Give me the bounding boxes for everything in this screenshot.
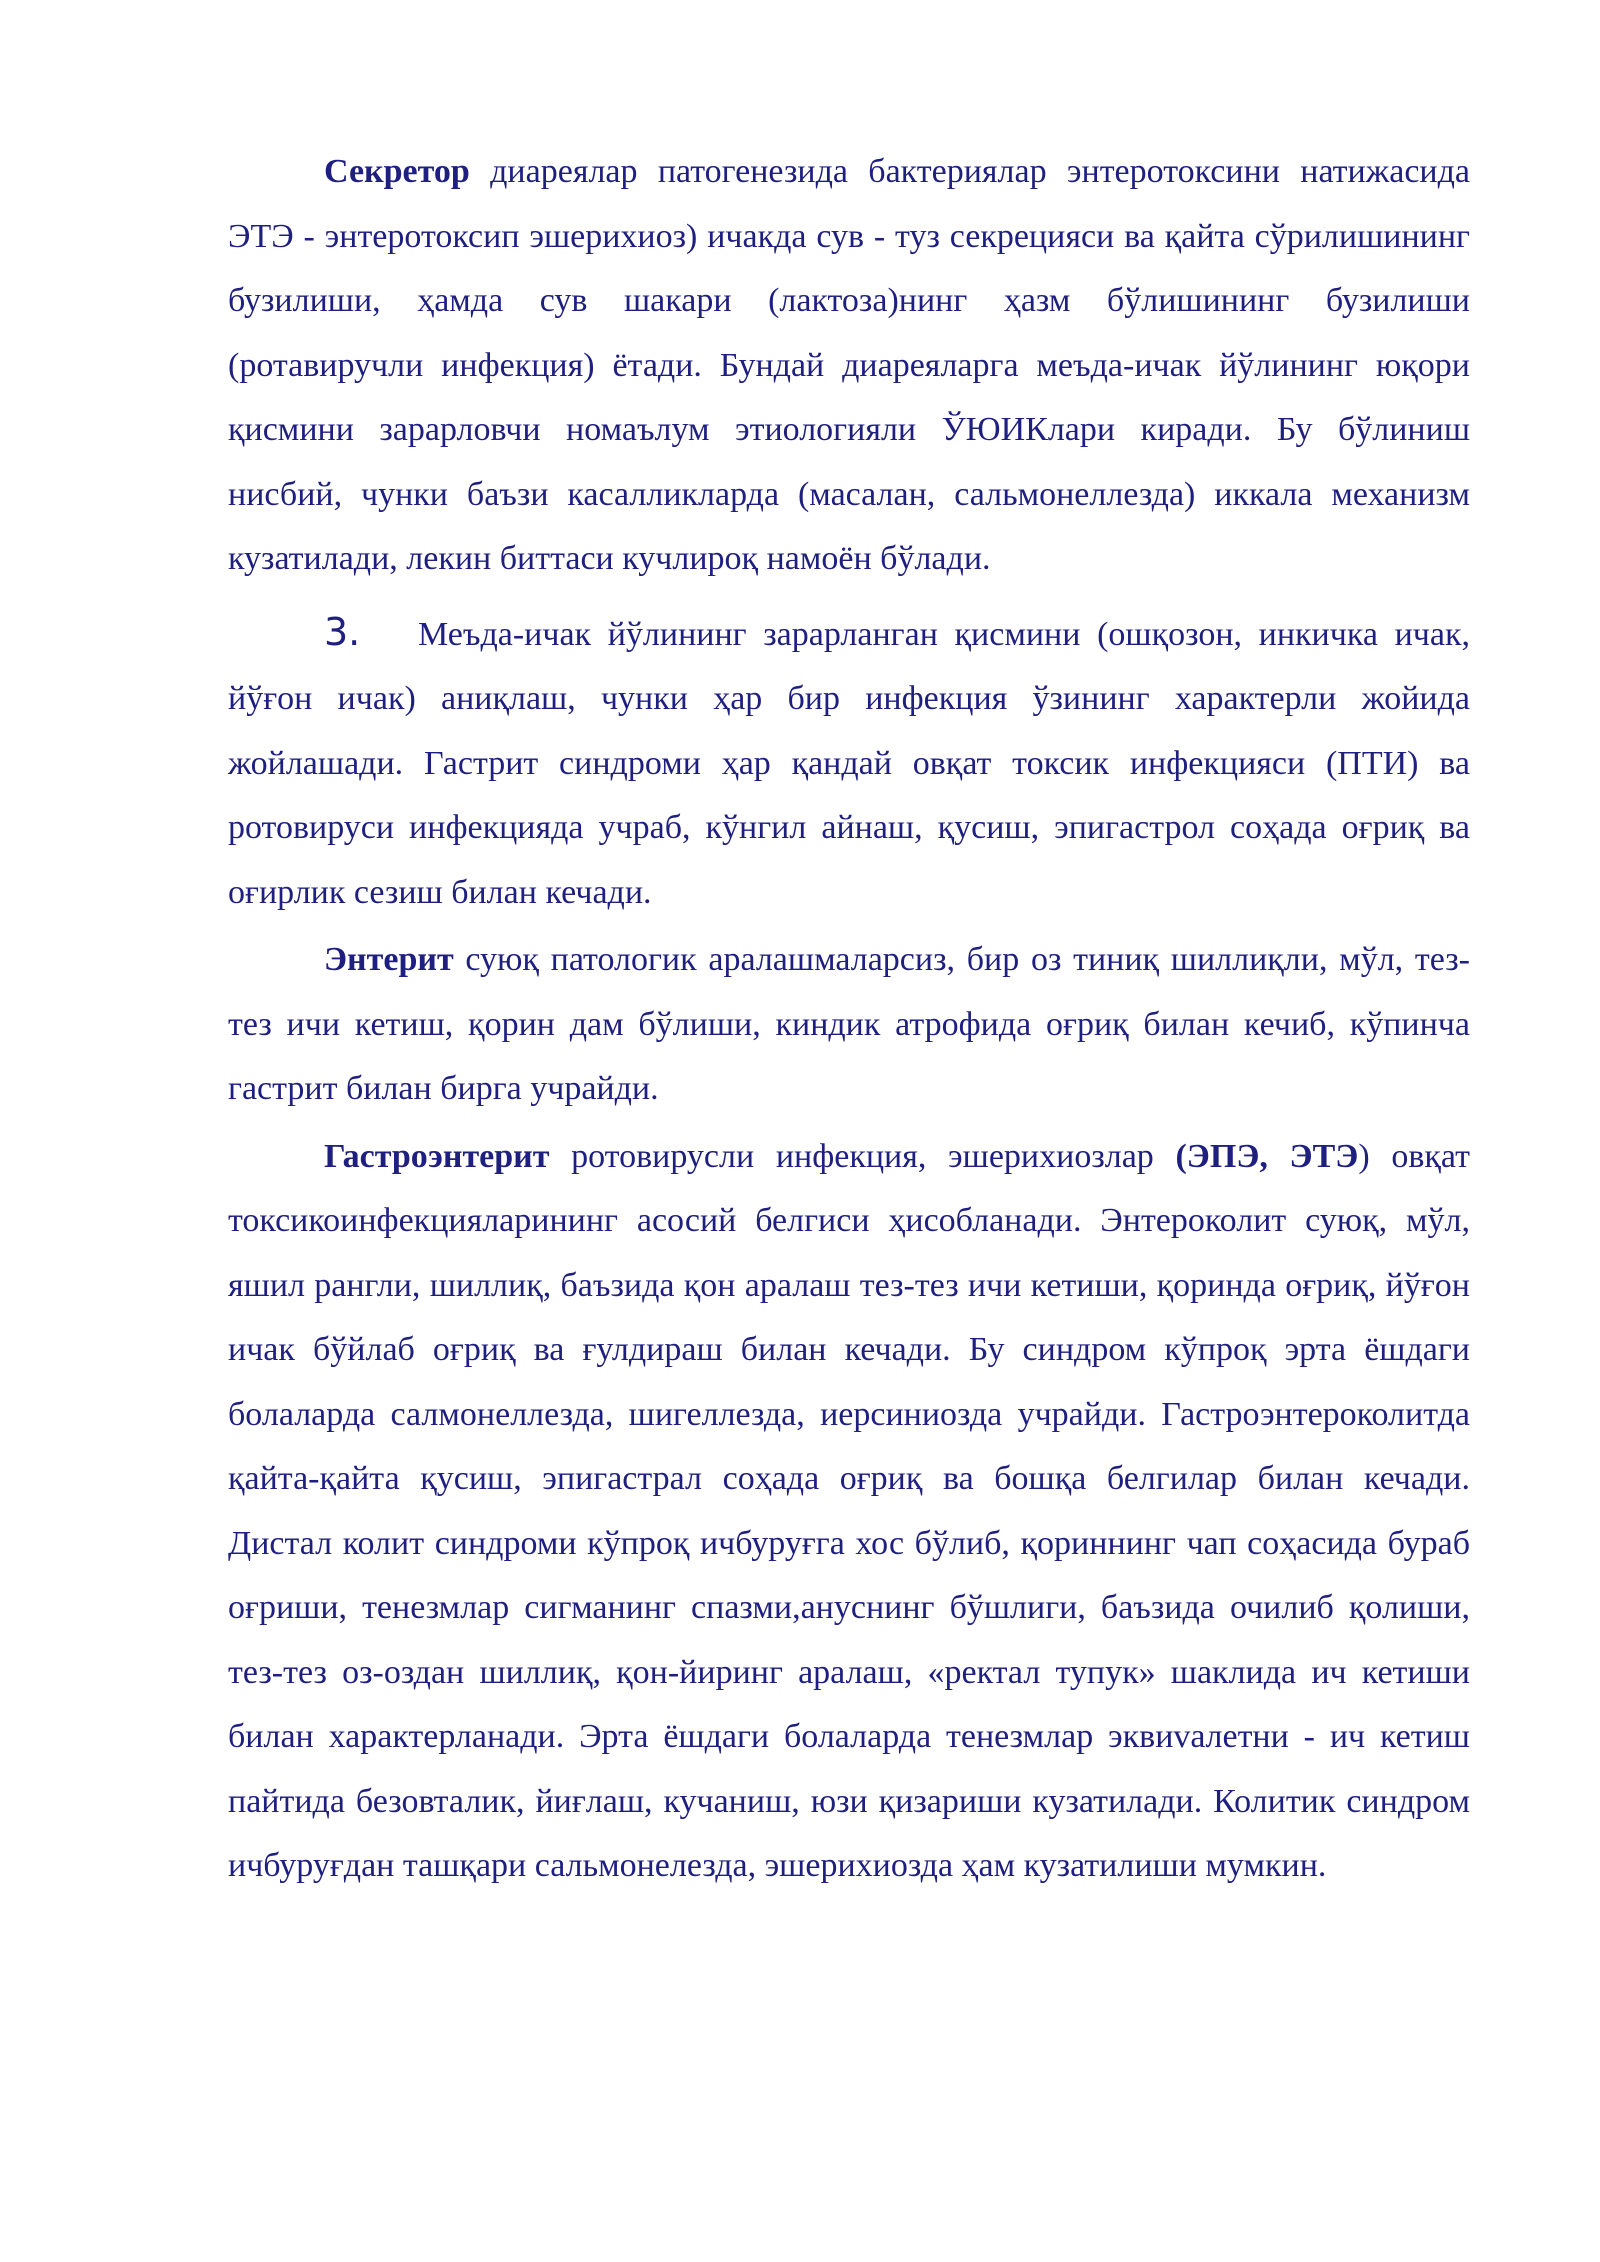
paragraph-secretory [228, 140, 1470, 592]
paragraph-numbered-3 [228, 600, 1470, 926]
term-enteritis: Энтерит [324, 941, 454, 978]
paragraph-text: диареялар патогенезида бактериялар энтеротоксини натижасида ЭТЭ - энтеротоксип эшерихиоз) ичакда сув - туз секрецияси ва қайта сўрилишининг бузилиши, ҳамда сув шакари (лактоза)нинг ҳазм бўлишининг бузилиши (ротавиручли инфекция) ётади. Бундай диареяларга меъда-ичак йўлининг юқори қисмини зарарловчи номаълум этиологияли ЎЮИКлари киради. Бу бўлиниш нисбий, чунки баъзи касалликларда (масалан, сальмонеллезда) иккала механизм кузатилади, лекин биттаси кучлироқ намоён бўлади. [228, 153, 1470, 577]
term-secretory: Секретор [324, 153, 470, 190]
term-gastroenteritis: Гастроэнтерит [324, 1137, 550, 1175]
paragraph-text: суюқ патологик аралашмаларсиз, бир оз тиниқ шиллиқли, мўл, тез-тез ичи кетиш, қорин дам бўлиши, киндик атрофида оғриқ билан кечиб, кўпинча гастрит билан бирга учрайди. [228, 941, 1470, 1107]
paragraph-enteritis [228, 928, 1470, 1122]
paragraph-text: ротовирусли инфекция, эшерихиозлар [549, 1137, 1176, 1175]
list-number: 3. [324, 609, 361, 654]
paragraph-gastroenteritis [228, 1125, 1470, 1899]
inline-bold-abbreviations: (ЭПЭ, ЭТЭ [1175, 1137, 1359, 1175]
document-body [228, 140, 1470, 1899]
paragraph-text: Меъда-ичак йўлининг зарарланган қисмини (ошқозон, инкичка ичак, йўғон ичак) аниқлаш, чунки ҳар бир инфекция ўзининг характерли жойида жойлашади. Гастрит синдроми ҳар қандай овқат токсик инфекцияси (ПТИ) ва ротовируси инфекцияда учраб, кўнгил айнаш, қусиш, эпигастрол соҳада оғриқ ва оғирлик сезиш билан кечади. [228, 615, 1470, 911]
paragraph-text: ) овқат токсикоинфекцияларининг асосий белгиси ҳисобланади. Энтероколит суюқ, мўл, яшил рангли, шиллиқ, баъзида қон аралаш тез-тез ичи кетиши, қоринда оғриқ, йўғон ичак бўйлаб оғриқ ва ғулдираш билан кечади. Бу синдром кўпроқ эрта ёшдаги болаларда салмонеллезда, шигеллезда, иерсиниозда учрайди. Гастроэнтероколитда қайта-қайта қусиш, эпигастрал соҳада оғриқ ва бошқа белгилар билан кечади. Дистал колит синдроми кўпроқ ичбуруғга хос бўлиб, қориннинг чап соҳасида бураб оғриши, тенезмлар сигманинг спазми,ануснинг бўшлиги, баъзида очилиб қолиши, тез-тез оз-оздан шиллиқ, қон-йиринг аралаш, «ректал тупук» шаклида ич кетиши билан характерланади. Эрта ёшдаги болаларда тенезмлар эквиvaлетни - ич кетиш пайтида безовталик, йиғлаш, кучаниш, юзи қизариши кузатилади. Колитик синдром ичбуруғдан ташқари сальмонелезда, эшерихиозда ҳам кузатилиши мумкин. [228, 1137, 1471, 1884]
